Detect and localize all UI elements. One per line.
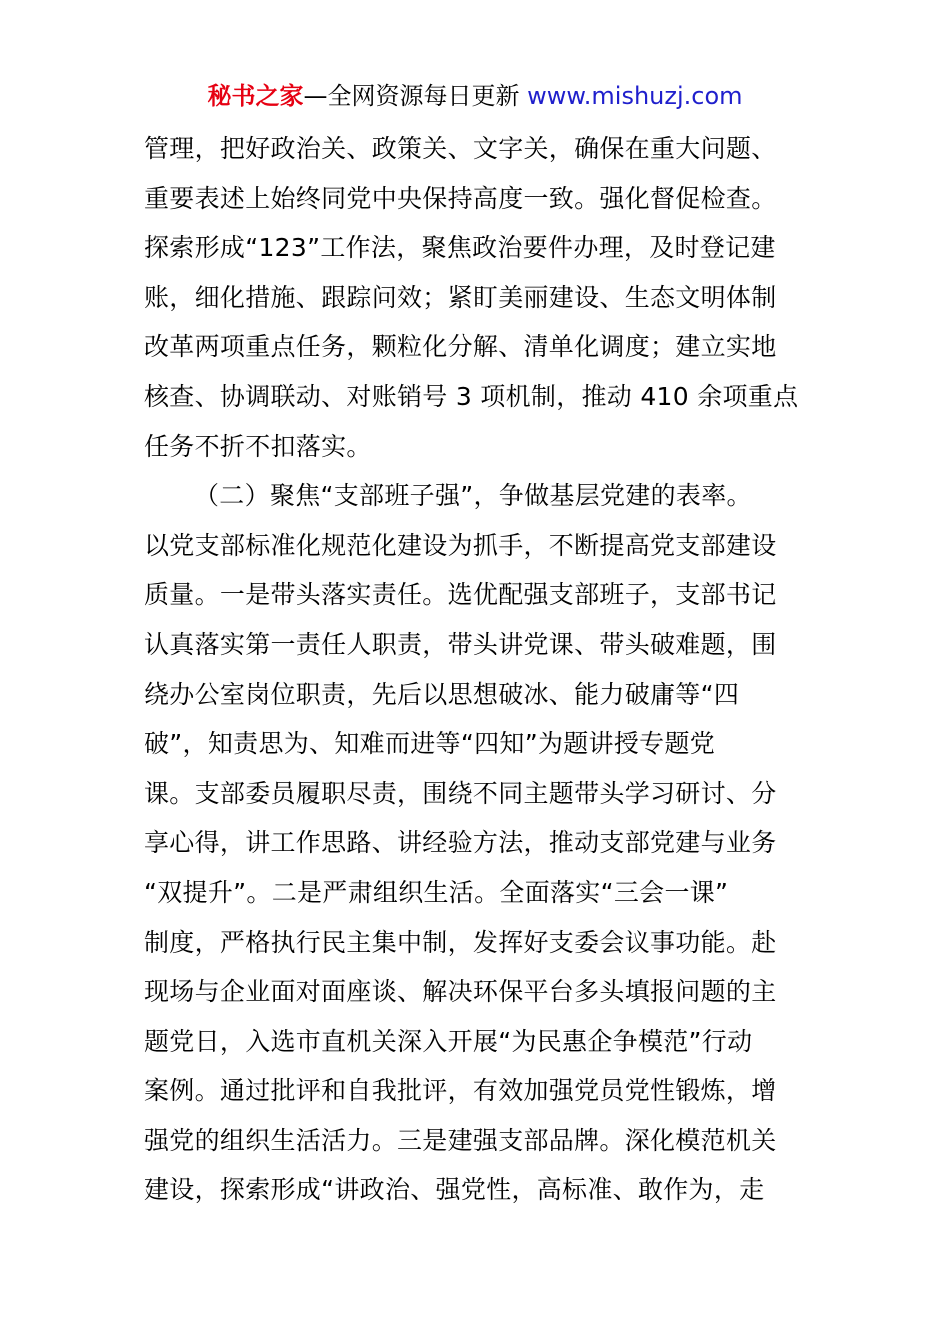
text-line: 强党的组织生活活力。三是建强支部品牌。深化模范机关 (144, 1125, 777, 1155)
text-line: 破”，知责思为、知难而进等“四知”为题讲授专题党 (144, 729, 716, 759)
text-line: 绕办公室岗位职责，先后以思想破冰、能力破庸等“四 (144, 679, 740, 709)
text-line: 制度，严格执行民主集中制，发挥好支委会议事功能。赴 (144, 927, 777, 957)
text-line: 以党支部标准化规范化建设为抓手，不断提高党支部建设 (144, 530, 777, 560)
text-line: 任务不折不扣落实。 (144, 431, 372, 461)
text-line: 管理，把好政治关、政策关、文字关，确保在重大问题、 (144, 134, 777, 163)
section-heading: （二）聚焦“支部班子强”，争做基层党建的表率。 (194, 481, 752, 511)
text-line: 课。支部委员履职尽责，围绕不同主题带头学习研讨、分 (144, 778, 777, 808)
site-url-link[interactable]: www.mishuzj.com (527, 82, 743, 110)
text-line: 核查、协调联动、对账销号 3 项机制，推动 410 余项重点 (144, 381, 799, 411)
text-line: 认真落实第一责任人职责，带头讲党课、带头破难题，围 (144, 629, 777, 659)
text-line: 探索形成“123”工作法，聚焦政治要件办理，及时登记建 (144, 233, 776, 263)
text-line: 享心得，讲工作思路、讲经验方法，推动支部党建与业务 (144, 828, 777, 858)
text-line: 重要表述上始终同党中央保持高度一致。强化督促检查。 (144, 183, 777, 213)
document-body (144, 124, 814, 1215)
text-line: 建设，探索形成“讲政治、强党性，高标准、敢作为，走 (144, 1175, 765, 1205)
site-header (0, 80, 950, 112)
text-line: “双提升”。二是严肃组织生活。全面落实“三会一课” (144, 877, 729, 907)
site-tagline: —全网资源每日更新 (303, 82, 520, 110)
text-line: 现场与企业面对面座谈、解决环保平台多头填报问题的主 (144, 977, 777, 1007)
site-brand: 秘书之家 (207, 82, 304, 110)
text-line: 质量。一是带头落实责任。选优配强支部班子，支部书记 (144, 580, 777, 610)
text-line: 题党日，入选市直机关深入开展“为民惠企争模范”行动 (144, 1026, 753, 1056)
text-line: 案例。通过批评和自我批评，有效加强党员党性锻炼，增 (144, 1076, 777, 1106)
text-line: 改革两项重点任务，颗粒化分解、清单化调度；建立实地 (144, 332, 777, 362)
text-line: 账，细化措施、跟踪问效；紧盯美丽建设、生态文明体制 (144, 282, 777, 312)
